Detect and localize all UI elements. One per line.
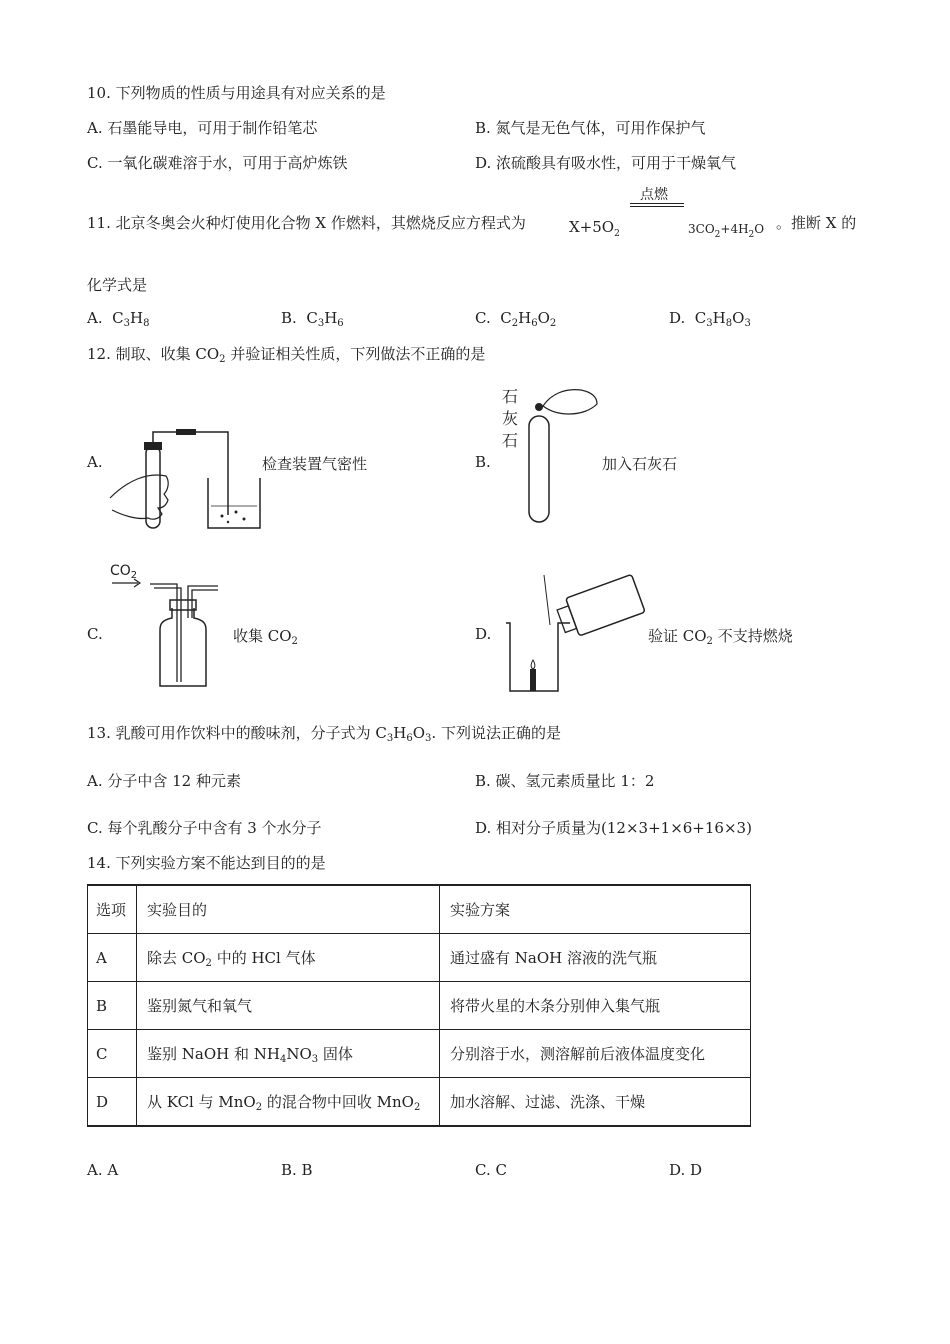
- q10-option-c: C. 一氧化碳难溶于水，可用于高炉炼铁: [87, 154, 348, 172]
- table-header-row: [88, 885, 751, 934]
- row-c-plan: 分别溶于水，测溶解前后液体温度变化: [440, 1030, 751, 1078]
- q13-option-d: D. 相对分子质量为(12×3+1×6+16×3): [475, 819, 752, 837]
- q12-d-label: 验证 $CO_2$ 不支持燃烧: [648, 627, 793, 647]
- q10-option-d: D. 浓硫酸具有吸水性，可用于干燥氧气: [475, 154, 737, 172]
- header-option: 选项: [88, 885, 137, 934]
- table-row: [88, 1078, 751, 1127]
- q12-stem: 12. 制取、收集 $CO_2$ 并验证相关性质，下列做法不正确的是: [87, 345, 486, 365]
- row-c-purpose: 鉴别 NaOH 和 $NH_4NO_3$ 固体: [137, 1030, 440, 1078]
- q11-tail-2: 化学式是: [87, 276, 148, 294]
- row-c-option: C: [88, 1030, 137, 1078]
- q13-option-a: A. 分子中含 12 种元素: [87, 772, 241, 790]
- q11-option-d: D. $C_3H_8O_3$: [669, 309, 751, 329]
- q11-equation-rhs: $3CO_2+4H_2O$: [688, 222, 765, 240]
- q12-b-figure: [525, 384, 605, 524]
- q12-d-letter: D.: [475, 625, 492, 643]
- q14-answer-a: A. A: [87, 1161, 119, 1179]
- row-b-plan: 将带火星的木条分别伸入集气瓶: [440, 982, 751, 1030]
- row-a-plan: 通过盛有 NaOH 溶液的洗气瓶: [440, 934, 751, 982]
- q14-stem: 14. 下列实验方案不能达到目的的是: [87, 854, 326, 872]
- q12-b-letter: B.: [475, 453, 491, 471]
- q11-arrow-line-2: [630, 206, 684, 207]
- row-a-purpose: 除去 $CO_2$ 中的 HCl 气体: [137, 934, 440, 982]
- q12-a-letter: A.: [87, 453, 103, 471]
- row-d-plan: 加水溶解、过滤、洗涤、干燥: [440, 1078, 751, 1127]
- q12-a-label: 检查装置气密性: [262, 455, 368, 473]
- q12-b-vertical-label: 石 灰 石: [502, 387, 519, 450]
- q13-option-b: B. 碳、氢元素质量比 1：2: [475, 772, 655, 790]
- q10-option-a: A. 石墨能导电，可用于制作铅笔芯: [87, 119, 318, 137]
- q10-stem: 10. 下列物质的性质与用途具有对应关系的是: [87, 84, 386, 102]
- q14-answer-d: D. D: [669, 1161, 703, 1179]
- q12-d-figure: [500, 565, 645, 695]
- row-b-purpose: 鉴别氮气和氧气: [137, 982, 440, 1030]
- q11-tail: 。推断 X 的: [776, 214, 857, 232]
- q14-answer-c: C. C: [475, 1161, 507, 1179]
- q13-option-c: C. 每个乳酸分子中含有 3 个水分子: [87, 819, 322, 837]
- q12-c-gas-label: $CO_2$: [110, 563, 138, 581]
- row-a-option: A: [88, 934, 137, 982]
- table-row: [88, 982, 751, 1030]
- q12-c-letter: C.: [87, 625, 103, 643]
- q11-option-b: B. $C_3H_6$: [281, 309, 344, 329]
- q11-option-c: C. $C_2H_6O_2$: [475, 309, 557, 329]
- table-row: [88, 1030, 751, 1078]
- row-d-option: D: [88, 1078, 137, 1127]
- q11-equation-lhs: $X+5O_2$: [569, 218, 620, 239]
- table-row: [88, 934, 751, 982]
- q13-stem: 13. 乳酸可用作饮料中的酸味剂，分子式为 $C_3H_6O_3$. 下列说法正确的是: [87, 724, 561, 744]
- q12-c-label: 收集 $CO_2$: [233, 627, 298, 647]
- row-d-purpose: 从 KCl 与 MnO$_2$ 的混合物中回收 MnO$_2$: [137, 1078, 440, 1127]
- q12-a-figure: [108, 420, 268, 532]
- q14-table: [87, 884, 751, 1127]
- q12-c-figure: [110, 578, 225, 693]
- header-plan: 实验方案: [440, 885, 751, 934]
- q11-option-a: A. $C_3H_8$: [87, 309, 150, 329]
- q10-option-b: B. 氮气是无色气体，可用作保护气: [475, 119, 706, 137]
- q11-arrow-line: [630, 203, 684, 204]
- q11-stem: 11. 北京冬奥会火种灯使用化合物 X 作燃料，其燃烧反应方程式为: [87, 214, 526, 232]
- q12-b-label: 加入石灰石: [602, 455, 678, 473]
- q14-answer-b: B. B: [281, 1161, 313, 1179]
- header-purpose: 实验目的: [137, 885, 440, 934]
- q11-condition: 点燃: [640, 187, 668, 203]
- row-b-option: B: [88, 982, 137, 1030]
